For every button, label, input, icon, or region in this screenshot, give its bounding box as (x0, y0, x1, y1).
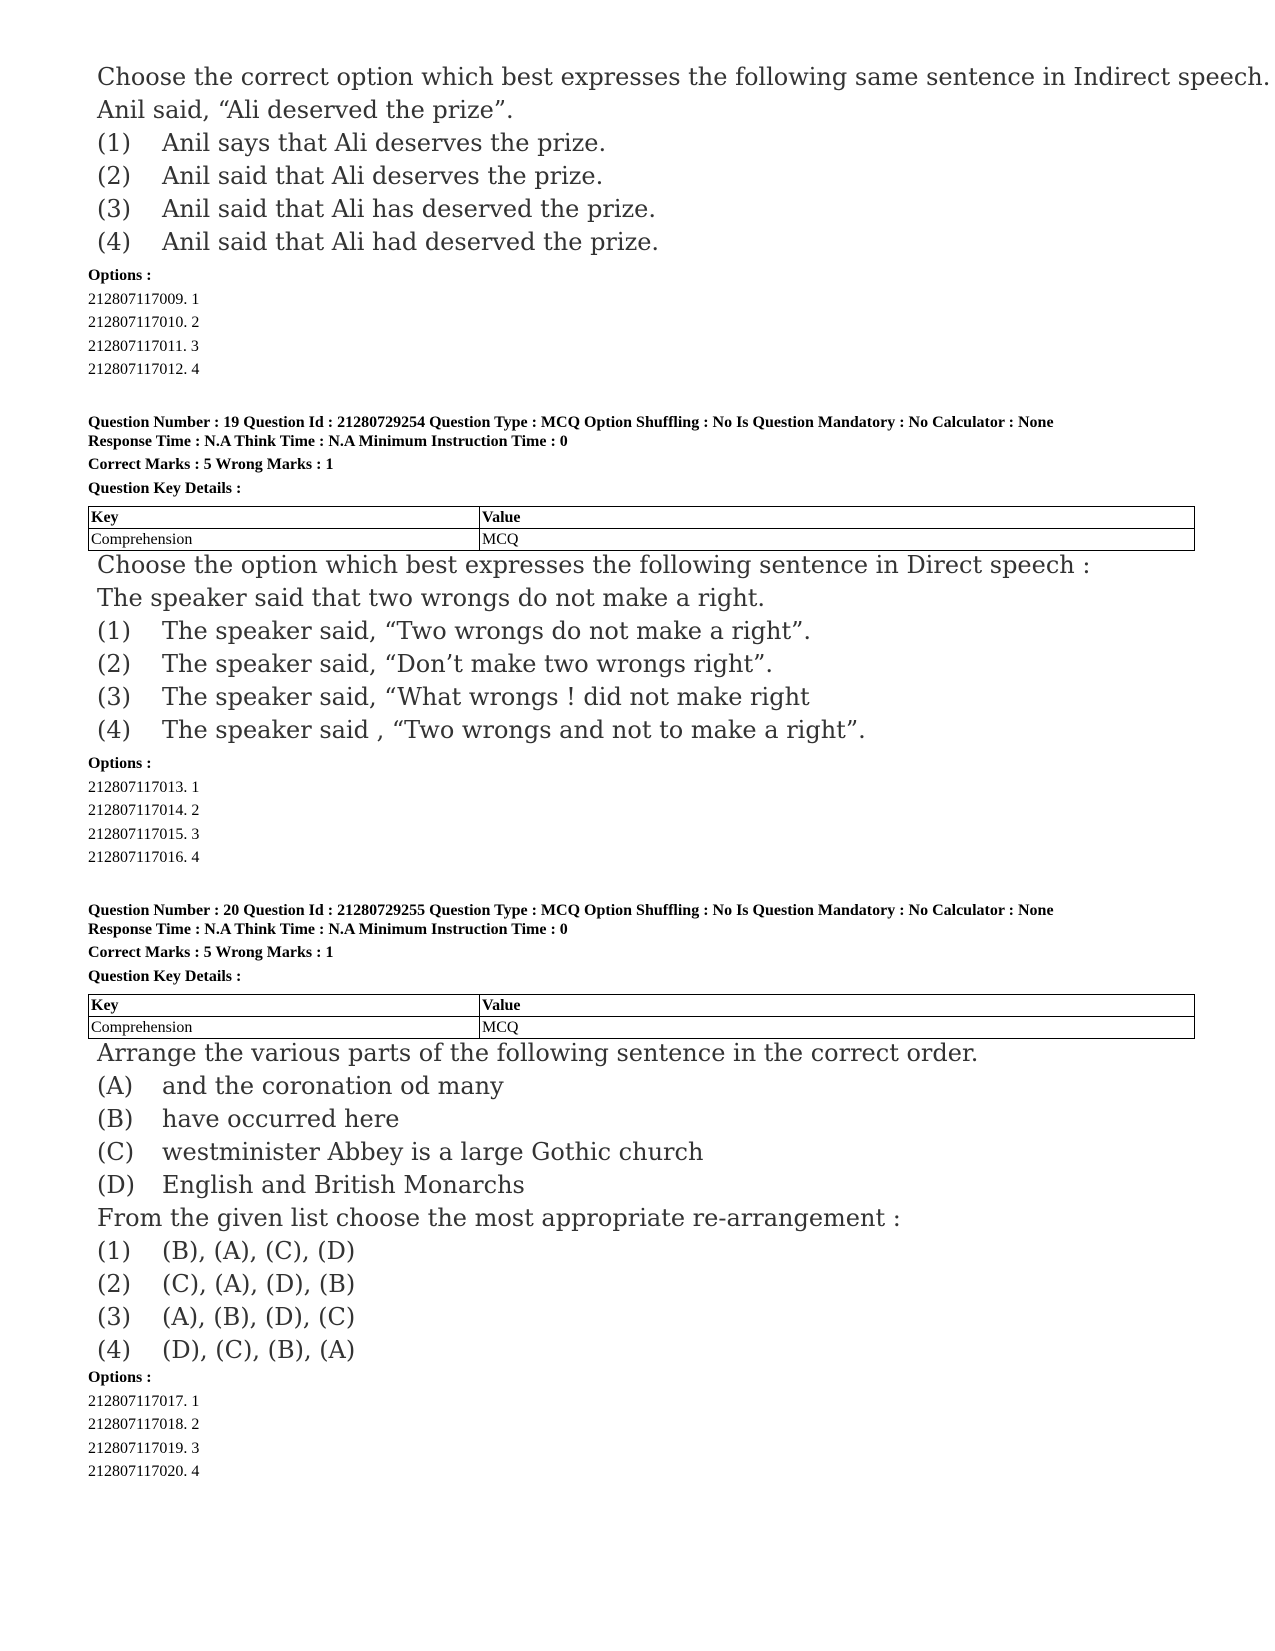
option-item: 212807117018. 2 (88, 1416, 200, 1433)
question-18-image (97, 61, 1270, 259)
choice-2: (2) Anil said that Ali deserves the prize. (97, 162, 604, 190)
part-d: (D) English and British Monarchs (97, 1171, 525, 1199)
table-header-key: Key (89, 507, 480, 529)
question-19-meta (88, 414, 1054, 499)
question-text: The speaker said that two wrongs do not make a right. (97, 584, 766, 612)
options-label: Options : (88, 755, 152, 772)
table-row (89, 529, 1195, 551)
table-header-row (89, 995, 1195, 1017)
question-text: Choose the correct option which best expresses the following same sentence in Indirect speech. (97, 63, 1271, 91)
key-details-label: Question Key Details : (88, 968, 242, 985)
table-header-value: Value (480, 995, 1195, 1017)
options-list-18 (88, 264, 199, 382)
question-meta-line: Question Number : 19 Question Id : 21280729254 Question Type : MCQ Option Shuffling : No Is Question Mandatory : No Calculator : None (88, 414, 1054, 431)
choice-4: (4) Anil said that Ali had deserved the prize. (97, 228, 660, 256)
option-item: 212807117010. 2 (88, 314, 200, 331)
question-meta-line: Response Time : N.A Think Time : N.A Minimum Instruction Time : 0 (88, 432, 568, 450)
question-text: Choose the option which best expresses the following sentence in Direct speech : (97, 551, 1091, 579)
instruction-text: From the given list choose the most appropriate re-arrangement : (97, 1204, 901, 1232)
question-text: Arrange the various parts of the following sentence in the correct order. (97, 1039, 979, 1067)
choice-3: (3) The speaker said, “What wrongs ! did not make right (97, 683, 810, 711)
table-header-value: Value (480, 507, 1195, 529)
table-header-key: Key (89, 995, 480, 1017)
question-key-table (88, 506, 1195, 551)
question-meta-line: Response Time : N.A Think Time : N.A Minimum Instruction Time : 0 (88, 920, 568, 938)
question-text: Anil said, “Ali deserved the prize”. (97, 96, 514, 124)
option-item: 212807117011. 3 (88, 337, 199, 355)
table-cell-key: Comprehension (89, 529, 480, 551)
table-cell-value: MCQ (480, 1017, 1195, 1039)
choice-1: (1) (B), (A), (C), (D) (97, 1237, 356, 1265)
option-item: 212807117012. 4 (88, 361, 200, 378)
options-label: Options : (88, 1369, 152, 1386)
table-header-row (89, 507, 1195, 529)
table-row (89, 1017, 1195, 1039)
option-item: 212807117014. 2 (88, 802, 200, 819)
options-label: Options : (88, 267, 152, 284)
option-item: 212807117015. 3 (88, 825, 200, 843)
option-item: 212807117019. 3 (88, 1439, 200, 1457)
option-item: 212807117017. 1 (88, 1392, 200, 1410)
choice-4: (4) (D), (C), (B), (A) (97, 1336, 356, 1364)
question-key-table (88, 994, 1195, 1039)
table-cell-value: MCQ (480, 529, 1195, 551)
question-20-image (97, 1037, 978, 1367)
marks-line: Correct Marks : 5 Wrong Marks : 1 (88, 456, 334, 473)
part-a: (A) and the coronation od many (97, 1072, 504, 1100)
options-list-19 (88, 752, 199, 870)
table-cell-key: Comprehension (89, 1017, 480, 1039)
part-b: (B) have occurred here (97, 1105, 400, 1133)
marks-line: Correct Marks : 5 Wrong Marks : 1 (88, 944, 334, 961)
option-item: 212807117009. 1 (88, 290, 200, 308)
option-item: 212807117013. 1 (88, 778, 200, 796)
choice-2: (2) (C), (A), (D), (B) (97, 1270, 356, 1298)
choice-2: (2) The speaker said, “Don’t make two wrongs right”. (97, 650, 774, 678)
question-meta-line: Question Number : 20 Question Id : 21280729255 Question Type : MCQ Option Shuffling : No Is Question Mandatory : No Calculator : None (88, 902, 1054, 919)
choice-3: (3) (A), (B), (D), (C) (97, 1303, 356, 1331)
choice-1: (1) The speaker said, “Two wrongs do not make a right”. (97, 617, 812, 645)
choice-1: (1) Anil says that Ali deserves the prize. (97, 129, 607, 157)
question-20-meta (88, 902, 1054, 987)
choice-3: (3) Anil said that Ali has deserved the prize. (97, 195, 657, 223)
key-details-label: Question Key Details : (88, 480, 242, 497)
option-item: 212807117016. 4 (88, 849, 200, 866)
choice-4: (4) The speaker said , “Two wrongs and not to make a right”. (97, 716, 866, 744)
part-c: (C) westminister Abbey is a large Gothic church (97, 1138, 704, 1166)
option-item: 212807117020. 4 (88, 1463, 200, 1480)
options-list-20 (88, 1366, 199, 1484)
question-19-image (97, 549, 1090, 747)
